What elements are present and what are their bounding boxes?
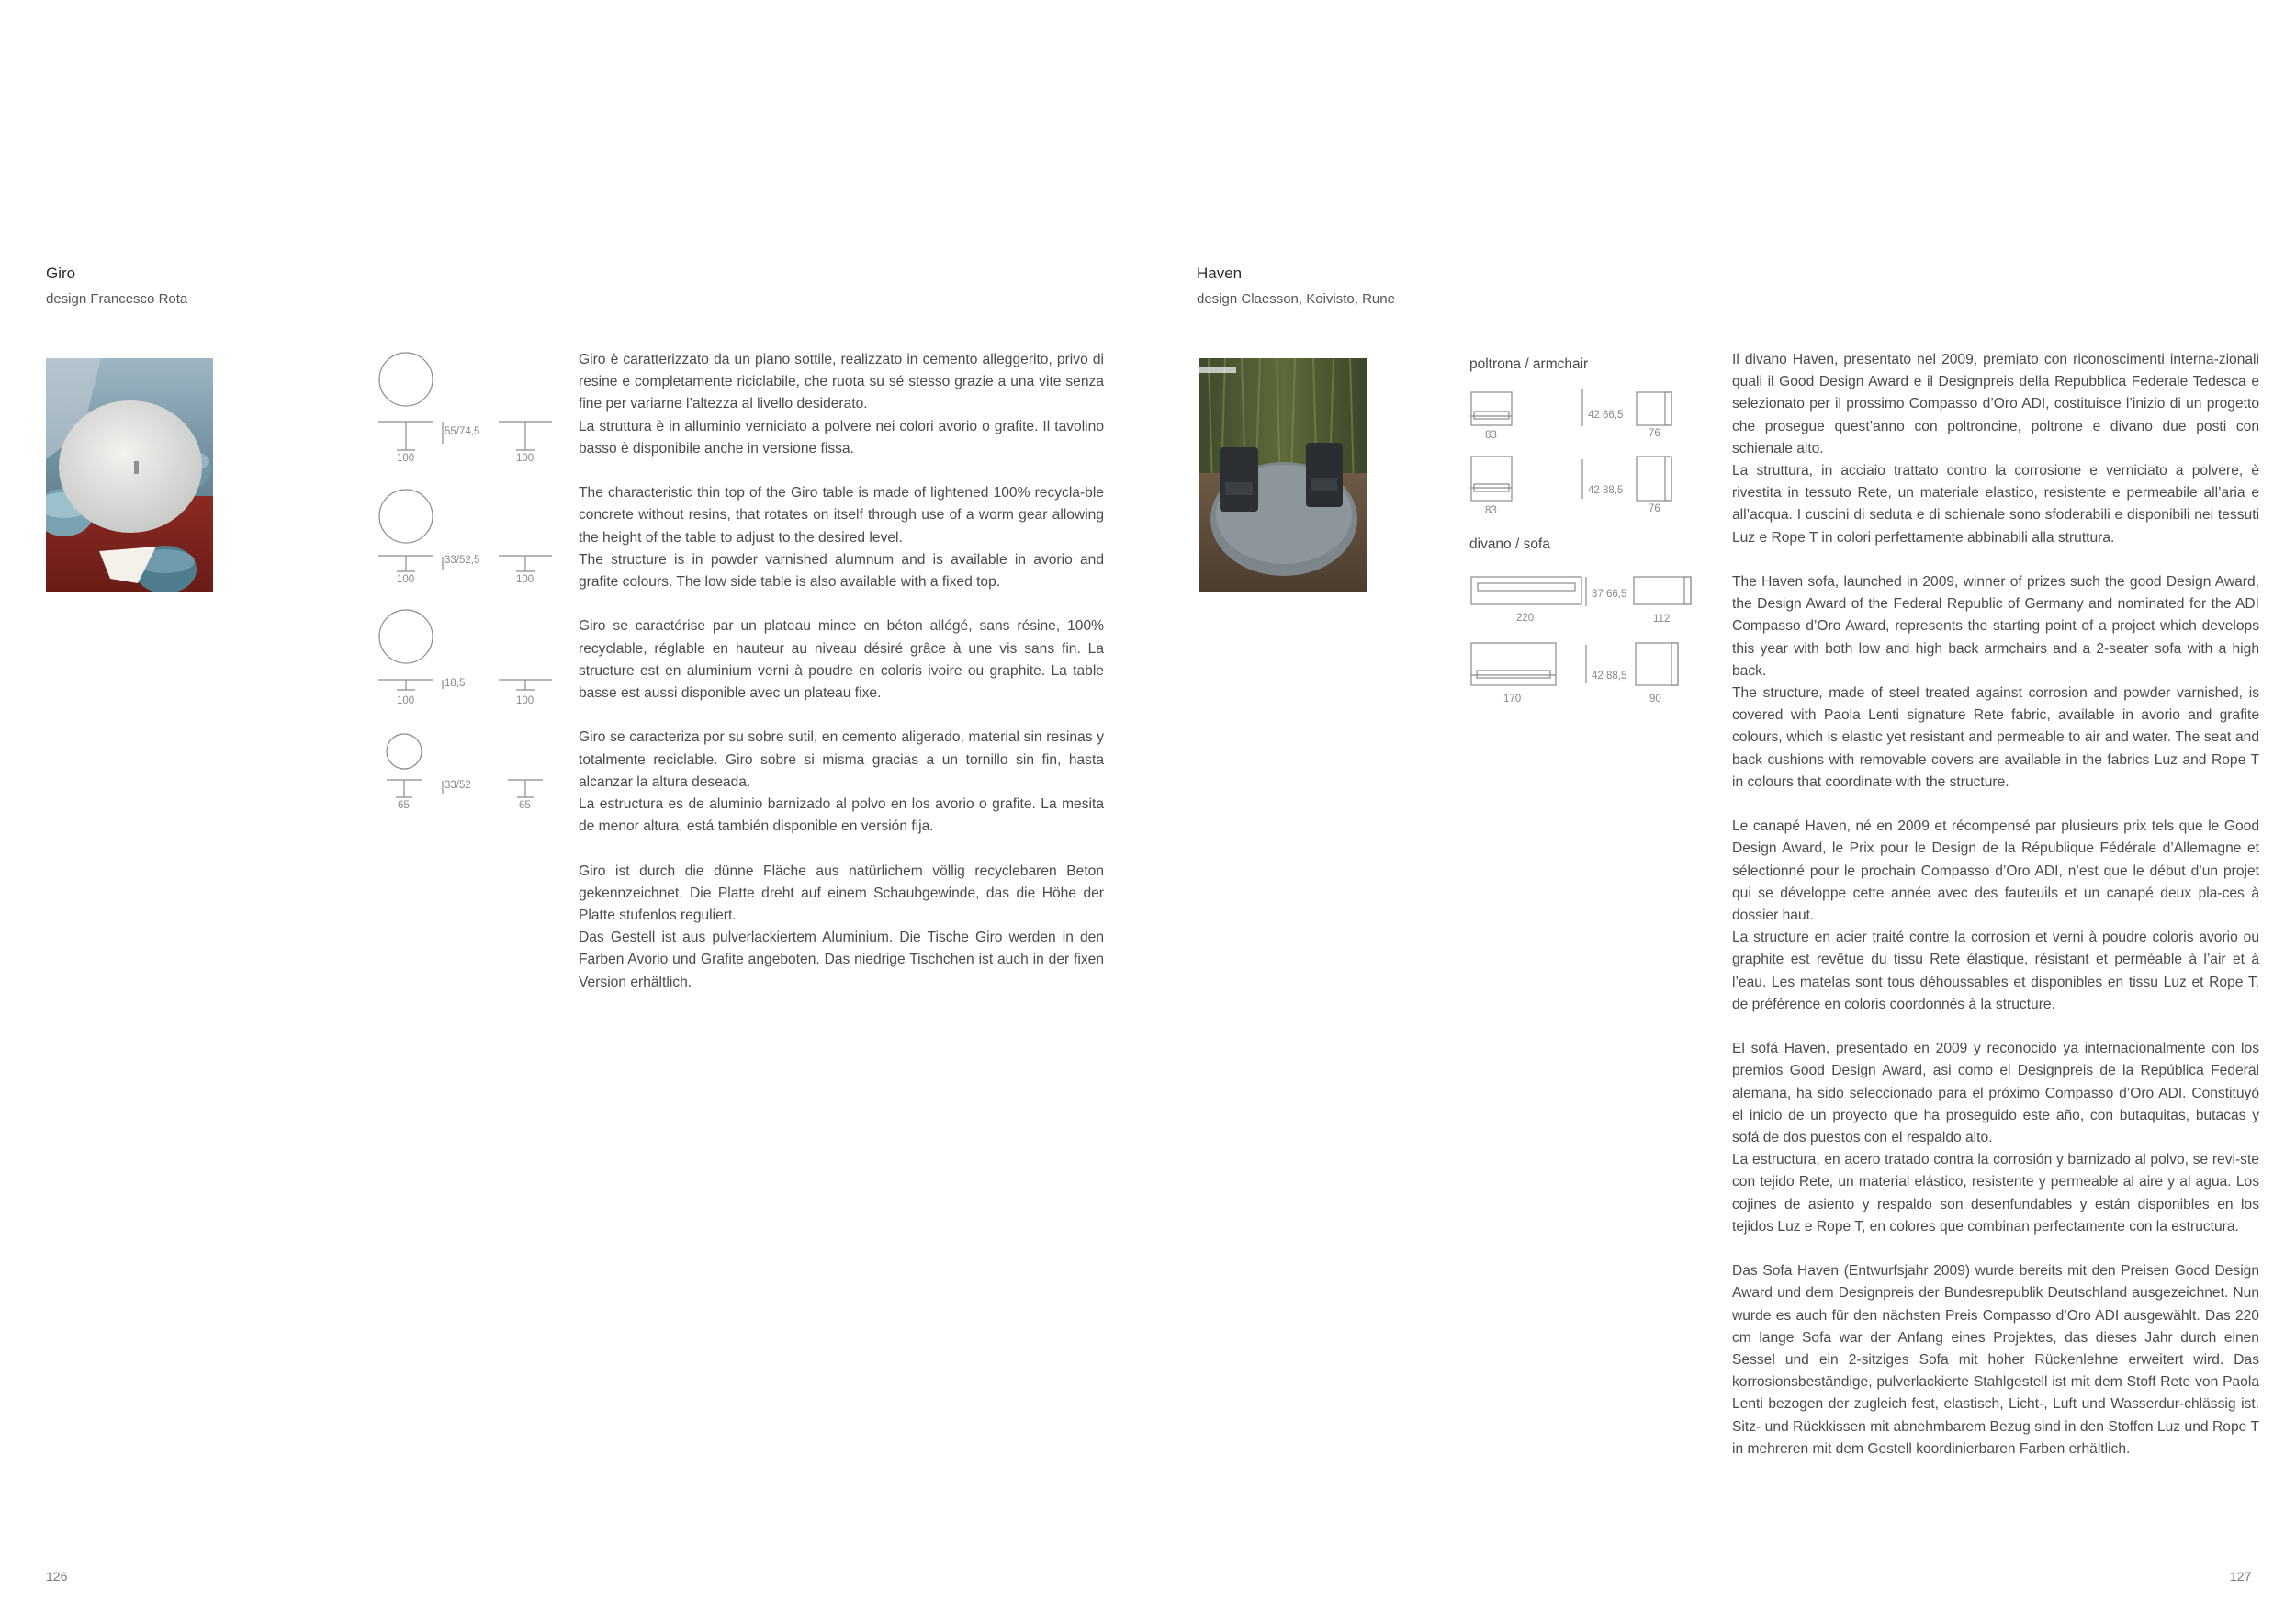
paragraph-italian: Il divano Haven, presentato nel 2009, premiato con riconoscimenti interna-zionali quali il Good Design Award e il Designpreis della Repubblica Federale Tedesca e selezionato per il prossimo Compasso d’Oro ADI, costituisce l’inizio di un progetto che prosegue quest’anno con poltroncine, poltrone e divano due posti con schienale alto. La struttura, in acciaio trattato contro la corrosione e verniciato a polvere, è rivestita in tessuto Rete, un materiale elastico, resistente e permeabile all’aria e all’acqua. I cuscini di seduta e di schienale sono sfoderabili e disponibili nei tessuti Luz e Rope T in colori perfettamente abbinabili alla struttura. — [1732, 352, 2259, 546]
dim-depth: 112 — [1653, 614, 1671, 625]
dim-depth: 76 — [1649, 428, 1660, 439]
giro-designer: design Francesco Rota — [46, 291, 188, 307]
dim-width: 83 — [1485, 505, 1497, 516]
dim-width: 220 — [1516, 613, 1535, 624]
dim-width: 100 — [397, 453, 415, 464]
dim-width: 100 — [397, 695, 415, 706]
haven-dimension-drawings — [1465, 377, 1704, 716]
dim-height: 37 66,5 — [1592, 589, 1627, 600]
dim-height: 42 88,5 — [1592, 671, 1627, 682]
haven-description — [1732, 349, 2259, 1460]
paragraph-spanish: El sofá Haven, presentado en 2009 y reconocido ya internacionalmente con los premios Good Design Award, asi como el Designpreis de la República Federal alemana, ha sido seleccionado para el próximo Compasso d’Oro ADI. Constituyó el inicio de un proyecto que ha proseguido este año, con butaquitas, butacas y sofá de dos puestos con el respaldo alto. La estructura, en acero tratado contra la corrosión y barnizado al polvo, se revi-ste con tejido Rete, un material elástico, resistente y permeable al aire y al agua. Los cojines de asiento y respaldo son desenfundables y están disponibles en los tejidos Luz e Rope T, en colores que combinan perfectamente con la estructura. — [1732, 1041, 2259, 1235]
dim-height: 33/52 — [445, 780, 471, 791]
paragraph-italian: Giro è caratterizzato da un piano sottile, realizzato in cemento alleggerito, privo di resine e completamente riciclabile, che ruota su sé stesso grazie a una vite senza fine per variarne l’altezza al livello desiderato. La struttura è in alluminio verniciato a polvere nei colori avorio o grafite. Il tavolino basso è disponibile anche in versione fissa. — [579, 352, 1104, 457]
giro-title: Giro — [46, 265, 76, 282]
dim-width: 65 — [519, 800, 531, 811]
dim-width: 83 — [1485, 430, 1497, 441]
giro-description — [579, 349, 1104, 994]
paragraph-spanish: Giro se caracteriza por su sobre sutil, en cemento aligerado, material sin resinas y totalmente reciclable. Giro sobre si misma gracias a un tornillo sin fin, hasta alcanzar la altura deseada. La estructura es de aluminio barnizado al polvo en los avorio o grafite. La mesita de menor altura, está también disponible en versión fija. — [579, 729, 1104, 835]
paragraph-french: Le canapé Haven, né en 2009 et récompensé par plusieurs prix tels que le Good Design Award, le Prix pour le Design de la République Fédérale d’Allemagne et sélectionné pour le prochain Compasso d’Oro ADI, n’est que le début d’un projet qui se développe cette année avec des fauteuils et un canapé deux pla-ces à dossier haut. La structure en acier traité contre la corrosion et verni à poudre coloris avorio ou graphite est revêtue du tissu Rete élastique, résistant et perméable à l’air et à l’eau. Les matelas sont tous déhoussables et disponibles en tissu Luz et Rope T, de préférence en coloris coordonnés à la structure. — [1732, 818, 2259, 1012]
dim-height: 42 88,5 — [1588, 485, 1624, 496]
paragraph-french: Giro se caractérise par un plateau mince en béton allégé, sans résine, 100% recyclable, réglable en hauteur au niveau désiré grâce à une vis sans fin. La structure est en aluminium verni à poudre en coloris ivoire ou graphite. La table basse est aussi disponible avec un plateau fixe. — [579, 618, 1104, 702]
dim-width: 65 — [398, 800, 410, 811]
armchair-label: poltrona / armchair — [1469, 356, 1589, 372]
dim-width: 170 — [1503, 694, 1522, 705]
dim-width: 100 — [516, 453, 535, 464]
paragraph-german: Giro ist durch die dünne Fläche aus natürlichem völlig recyclebaren Beton gekennzeichnet. Die Platte dreht auf einem Schaubgewinde, das die Höhe der Platte stufenlos reguliert. Das Gestell ist aus pulverlackiertem Aluminium. Die Tische Giro werden in den Farben Avorio und Grafite angeboten. Das niedrige Tischchen ist auch in der fixen Version erhältlich. — [579, 863, 1104, 990]
page-number-right: 127 — [2230, 1569, 2252, 1584]
dim-height: 18,5 — [445, 678, 466, 689]
paragraph-german: Das Sofa Haven (Entwurfsjahr 2009) wurde bereits mit den Preisen Good Design Award und dem Designpreis der Bundesrepublik Deutschland ausgezeichnet. Nun wurde es auch für den nächsten Preis Compasso d’Oro ADI ausgewählt. Das 220 cm lange Sofa war der Anfang eines Projektes, das dieses Jahr durch einen Sessel und ein 2-sitziges Sofa mit hoher Rückenlehne erweitert wird. Das korrosionsbeständige, pulverlackierte Stahlgestell ist mit dem Stoff Rete von Paola Lenti bezogen der zugleich fest, elastisch, Licht-, Luft und Wasserdur-chlässig ist. Sitz- und Rückkissen mit abnehmbarem Bezug sind in den Stoffen Luz und Rope T in mehreren mit dem Gestell koordinierbaren Farben erhältlich. — [1732, 1263, 2259, 1457]
haven-product-photo — [1199, 358, 1367, 592]
dim-width: 100 — [516, 695, 535, 706]
dim-width: 100 — [516, 574, 535, 585]
dim-height: 42 66,5 — [1588, 410, 1624, 421]
dim-depth: 76 — [1649, 503, 1660, 514]
paragraph-english: The Haven sofa, launched in 2009, winner of prizes such the good Design Award, the Design Award of the Federal Republic of Germany and nominated for the ADI Compasso d’Oro Award, represents the starting point of a project which develops this year with both low and high back armchairs and a 2-seater sofa with a high back. The structure, made of steel treated against corrosion and powder varnished, is covered with Paola Lenti signature Rete fabric, available in avorio and grafite colours, which is elastic yet resistant and permeable to air and water. The seat and back cushions with removable covers are available in the fabrics Luz and Rope T in colours that coordinate with the structure. — [1732, 574, 2259, 790]
dim-height: 55/74,5 — [445, 426, 480, 437]
page-number-left: 126 — [46, 1569, 68, 1584]
giro-dimension-drawings — [372, 349, 565, 811]
sofa-label: divano / sofa — [1469, 536, 1550, 552]
haven-designer: design Claesson, Koivisto, Rune — [1197, 291, 1395, 307]
paragraph-english: The characteristic thin top of the Giro table is made of lightened 100% recycla-ble concrete without resins, that rotates on itself through use of a worm gear allowing the height of the table to adjust to the desired level. The structure is in powder varnished alumnum and is available in avorio and grafite colours. The low side table is also available with a fixed top. — [579, 485, 1104, 591]
dim-height: 33/52,5 — [445, 555, 480, 566]
dim-width: 100 — [397, 574, 415, 585]
haven-title: Haven — [1197, 265, 1243, 282]
giro-product-photo — [46, 358, 213, 592]
dim-depth: 90 — [1649, 694, 1661, 705]
